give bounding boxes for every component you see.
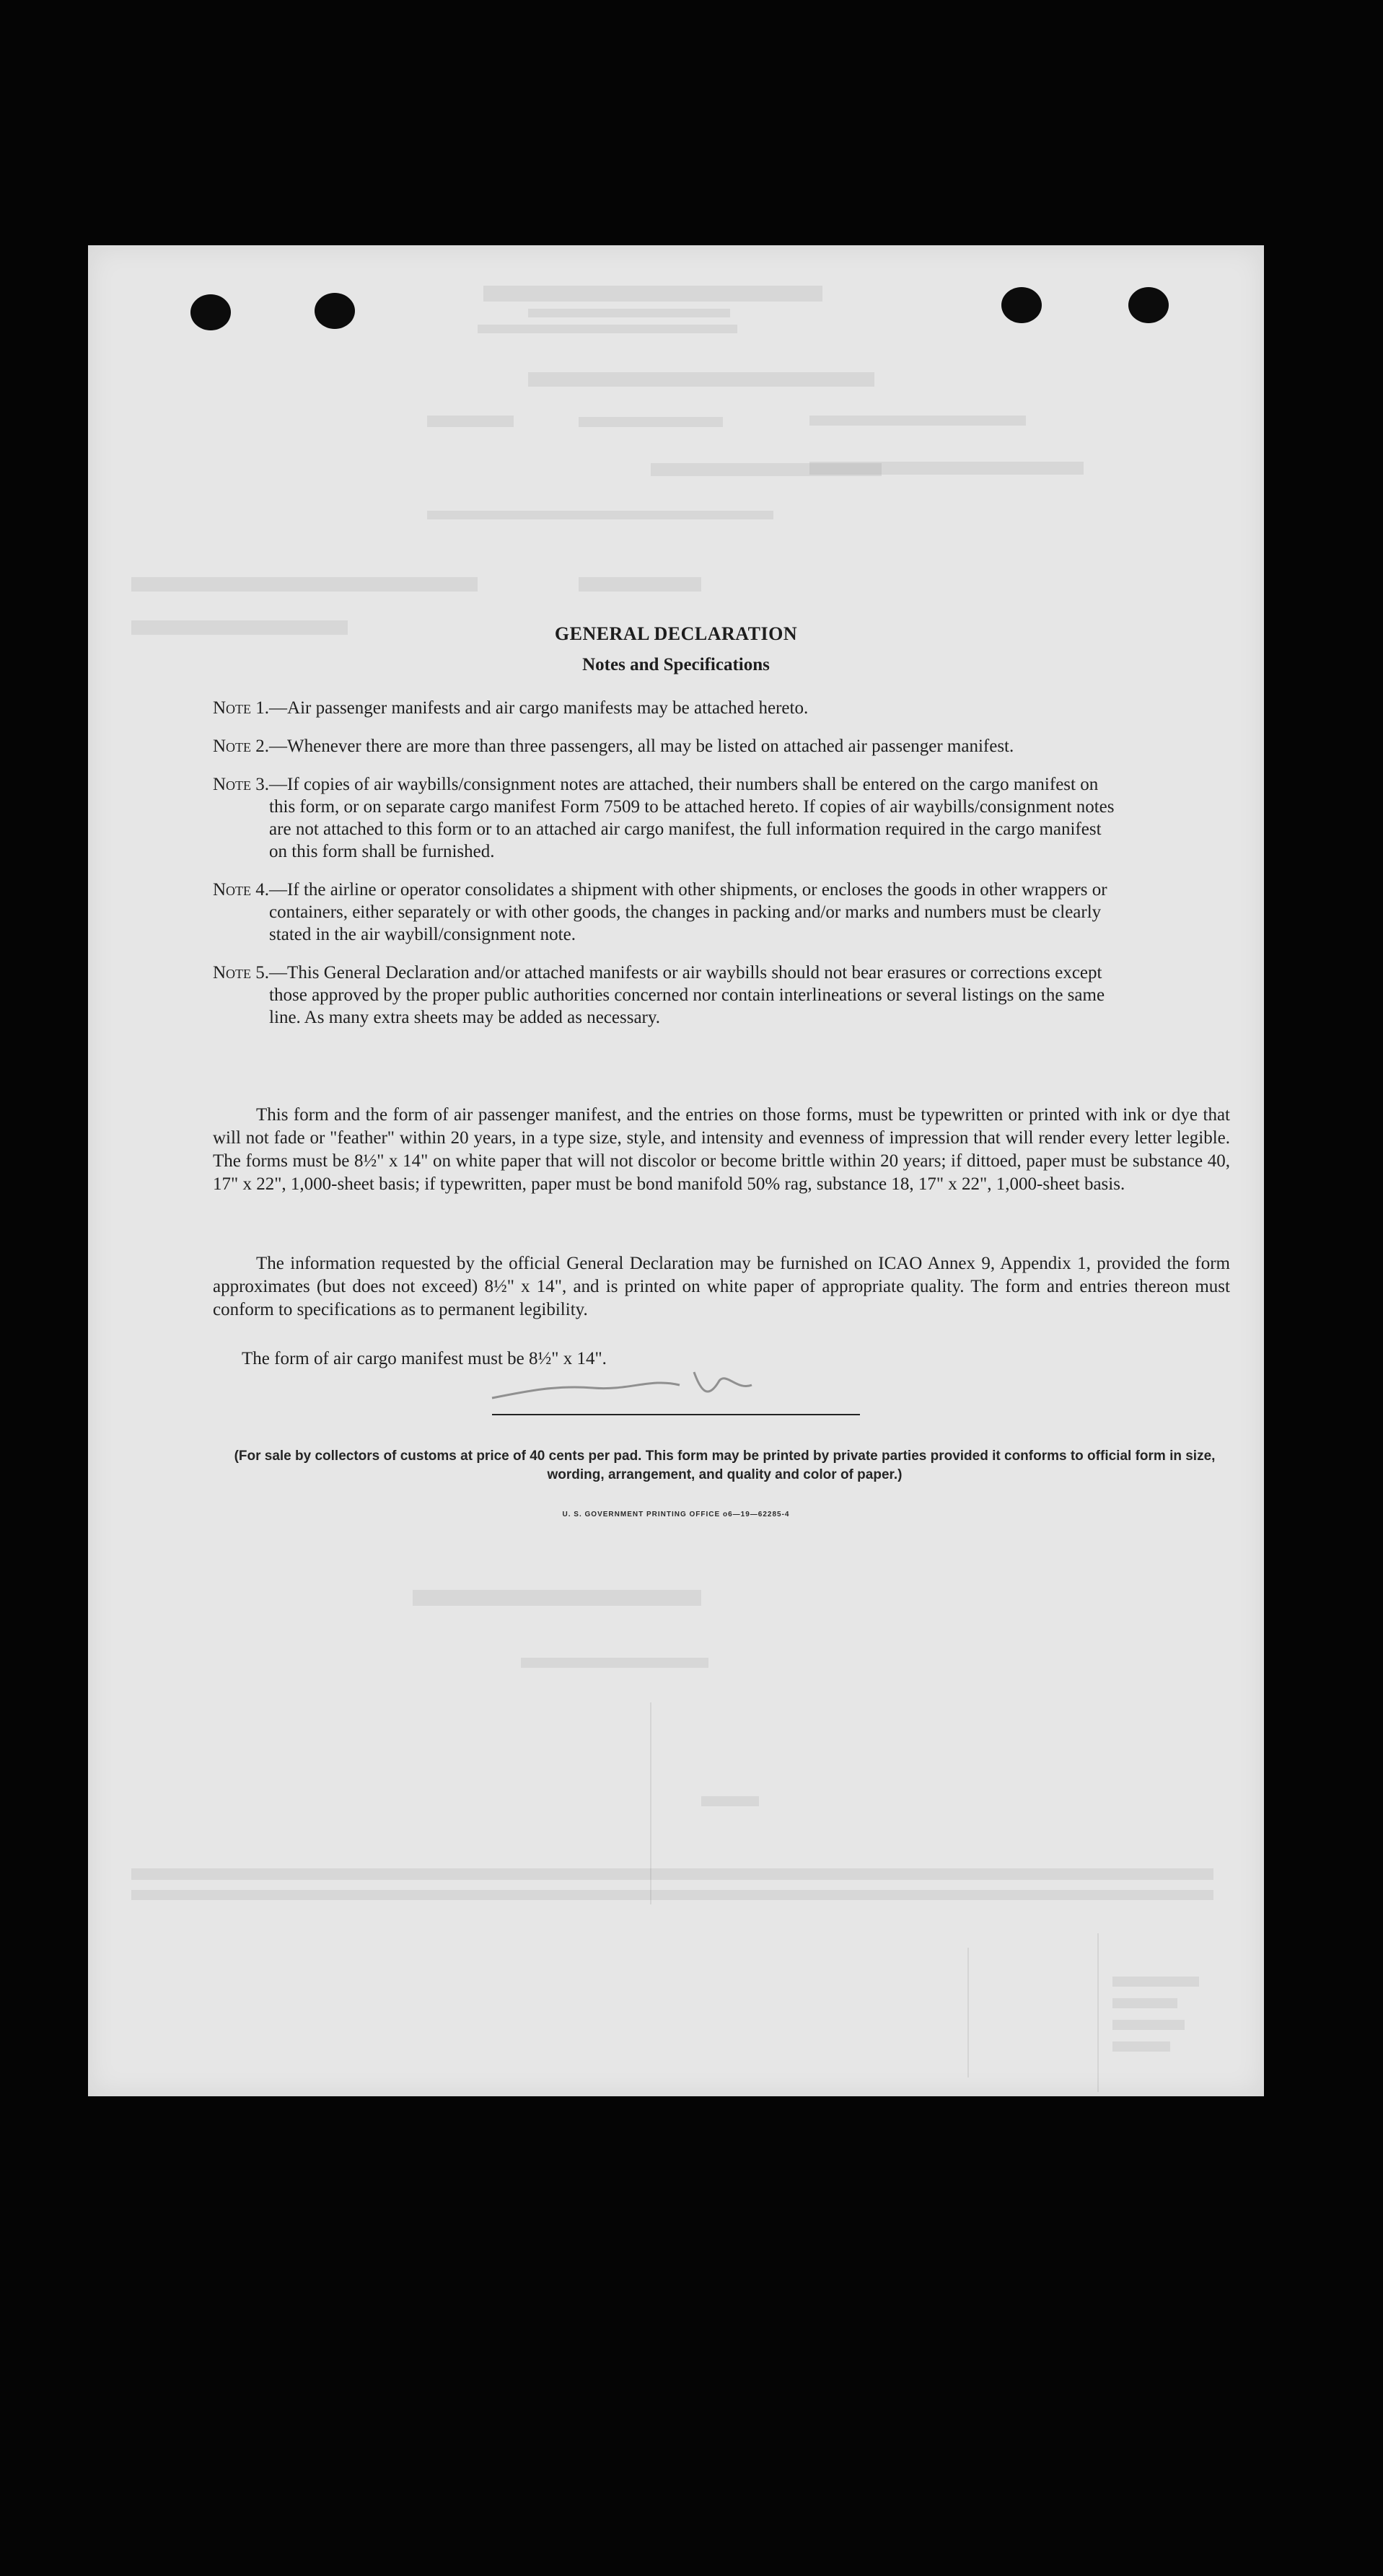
- note-text: —This General Declaration and/or attached manifests or air waybills should not bear erasures or corrections except those approved by the proper public authorities concerned nor contain interlineations or several listings on the same line. As many extra sheets may be added as necessary.: [269, 963, 1105, 1027]
- note-item: [213, 879, 1122, 946]
- note-text: —Air passenger manifests and air cargo manifests may be attached hereto.: [269, 698, 809, 718]
- specification-paragraph: [213, 1104, 1230, 1196]
- icao-paragraph: [213, 1252, 1230, 1322]
- note-item: [213, 697, 1122, 719]
- note-text: —If copies of air waybills/consignment notes are attached, their numbers shall be entered on the cargo manifest on this form, or on separate cargo manifest Form 7509 to be attached hereto. If copies of air waybills/consignment notes are not attached to this form or to an attached air cargo manifest, the full information required in the cargo manifest on this form shall be furnished.: [269, 775, 1115, 861]
- note-label: Note 5.: [213, 963, 270, 983]
- notes-list: [213, 697, 1122, 1045]
- document-subtitle: Notes and Specifications: [582, 655, 770, 674]
- paper-sheet: [88, 245, 1264, 2096]
- printing-office-imprint: U. S. GOVERNMENT PRINTING OFFICE o6—19—62285-4: [562, 1511, 790, 1518]
- sale-notice: (For sale by collectors of customs at price of 40 cents per pad. This form may be printed by private parties provided it conforms to official form in size, wording, arrangement, and quality and color of paper.): [234, 1449, 1216, 1482]
- paragraph-text: The information requested by the official General Declaration may be furnished on ICAO Annex 9, Appendix 1, provided the form approximates (but does not exceed) 8½" x 14", and is printed on white paper of appropriate quality. The form and entries thereon must conform to specifications as to permanent legibility.: [213, 1254, 1230, 1319]
- paragraph-text: The form of air cargo manifest must be 8½" x 14".: [242, 1349, 607, 1368]
- note-item: [213, 773, 1122, 863]
- note-item: [213, 962, 1122, 1029]
- signature-line: [492, 1414, 860, 1415]
- cargo-manifest-size-note: [242, 1348, 1259, 1371]
- note-label: Note 4.: [213, 880, 270, 900]
- note-text: —If the airline or operator consolidates a shipment with other shipments, or encloses the goods in other wrappers or containers, either separately or with other goods, the changes in packing and/or marks and numbers must be clearly stated in the air waybill/consignment note.: [269, 880, 1107, 944]
- note-label: Note 1.: [213, 698, 270, 718]
- note-text: —Whenever there are more than three passengers, all may be listed on attached air passenger manifest.: [269, 737, 1014, 756]
- note-item: [213, 735, 1122, 757]
- note-label: Note 2.: [213, 737, 270, 756]
- document-title: GENERAL DECLARATION: [554, 623, 798, 644]
- paragraph-text: This form and the form of air passenger manifest, and the entries on those forms, must be typewritten or printed with ink or dye that will not fade or "feather" within 20 years, in a type size, style, and intensity and evenness of impression that will render every letter legible. The forms must be 8½" x 14" on white paper that will not discolor or become brittle within 20 years; if dittoed, paper must be substance 40, 17" x 22", 1,000-sheet basis; if typewritten, paper must be bond manifold 50% rag, substance 18, 17" x 22", 1,000-sheet basis.: [213, 1105, 1230, 1194]
- note-label: Note 3.: [213, 775, 270, 794]
